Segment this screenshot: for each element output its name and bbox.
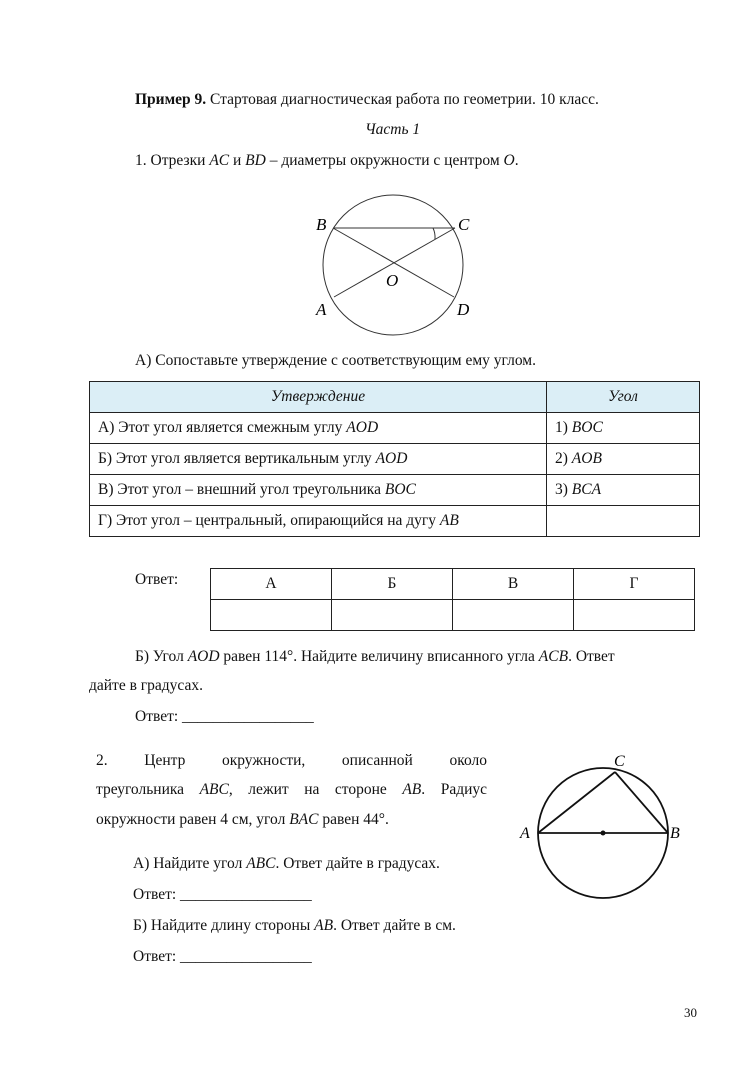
header-angle: Угол (547, 382, 700, 413)
header-statement: Утверждение (90, 382, 547, 413)
text-segment: 2) (555, 450, 572, 467)
circle (323, 195, 463, 335)
q2-line (96, 780, 487, 800)
math-variable: O (503, 152, 515, 169)
text-segment: 3) (555, 481, 572, 498)
q1-circle-figure (300, 190, 500, 345)
math-variable: BAC (289, 811, 319, 828)
title-bold: Пример 9. (135, 91, 207, 108)
angle-cell (547, 444, 700, 475)
answer-header-g: Г (574, 569, 695, 600)
answer-label: Ответ: (135, 571, 179, 588)
statement-cell (90, 475, 547, 506)
math-variable: AOB (571, 450, 602, 467)
q1-answer-blank[interactable]: Ответ: _________________ (135, 708, 314, 725)
text-segment: . (514, 152, 519, 169)
label-c: C (458, 215, 470, 234)
matching-table (89, 381, 700, 537)
answer-grid (210, 568, 695, 631)
text-segment: – диаметры окружности с центром (265, 152, 504, 169)
math-variable: ACB (538, 648, 569, 665)
answer-header-b: Б (332, 569, 453, 600)
math-variable: AB (439, 512, 459, 529)
label-b: B (670, 825, 680, 842)
q1-task-a: А) Сопоставьте утверждение с соответствующим ему углом. (135, 352, 536, 369)
text-segment: Б) Этот угол является вертикальным углу (98, 450, 376, 467)
title-rest: Стартовая диагностическая работа по геометрии. 10 класс. (206, 91, 599, 108)
statement-cell (90, 506, 547, 537)
text-segment: окружности равен 4 см, угол (96, 811, 290, 828)
text-segment: Б) Найдите длину стороны (133, 917, 315, 934)
text-segment: Б) Угол (135, 648, 188, 665)
answer-header-v: В (453, 569, 574, 600)
text-segment: В) Этот угол – внешний угол треугольника (98, 481, 385, 498)
text-segment: 1) (555, 419, 572, 436)
answer-cell-b[interactable] (332, 600, 453, 631)
math-variable: AOD (375, 450, 408, 467)
q2-task-b (133, 916, 456, 936)
label-o: O (386, 271, 399, 290)
text-segment: и (229, 152, 246, 169)
math-variable: AC (209, 152, 230, 169)
q2-circle-figure (510, 748, 700, 908)
center-point (601, 831, 606, 836)
text-segment: Г) Этот угол – центральный, опирающийся на дугу (98, 512, 440, 529)
math-variable: BCA (571, 481, 602, 498)
q2-line (96, 751, 487, 771)
text-segment: А) Найдите угол (133, 855, 247, 872)
answer-cell-g[interactable] (574, 600, 695, 631)
label-a: A (316, 300, 327, 319)
q2-answer-b[interactable]: Ответ: _________________ (133, 948, 312, 965)
answer-header-a: А (211, 569, 332, 600)
angle-cell (547, 506, 700, 537)
math-variable: AOD (187, 648, 220, 665)
side-ac (538, 772, 615, 833)
label-a: A (520, 825, 530, 842)
math-variable: BD (245, 152, 266, 169)
text-segment: А) Этот угол является смежным углу (98, 419, 347, 436)
q2-answer-a[interactable]: Ответ: _________________ (133, 886, 312, 903)
table-row (90, 444, 700, 475)
part-heading: Часть 1 (365, 121, 421, 138)
table-row (90, 475, 700, 506)
math-variable: BOC (384, 481, 416, 498)
text-segment: равен 44°. (318, 811, 389, 828)
math-variable: AOD (346, 419, 379, 436)
q2-line (96, 810, 389, 830)
label-c: C (614, 753, 625, 770)
angle-arc (433, 228, 435, 239)
label-b: B (316, 215, 327, 234)
answer-cell-a[interactable] (211, 600, 332, 631)
q2-task-a (133, 854, 440, 874)
statement-cell (90, 444, 547, 475)
text-segment: , лежит на стороне (228, 781, 403, 798)
math-variable: BOC (571, 419, 603, 436)
text-segment: равен 114°. Найдите величину вписанного угла (219, 648, 539, 665)
example-title (135, 90, 599, 110)
table-row (90, 506, 700, 537)
math-variable: AB (402, 781, 422, 798)
q1-text (135, 151, 519, 171)
text-segment: 2. Центр окружности, описанной около (96, 752, 487, 769)
math-variable: ABC (246, 855, 276, 872)
table-row (90, 413, 700, 444)
q1-task-b-line2: дайте в градусах. (89, 677, 203, 694)
page-number: 30 (684, 1005, 697, 1020)
text-segment: 1. Отрезки (135, 152, 210, 169)
angle-cell (547, 413, 700, 444)
text-segment: . Ответ дайте в градусах. (275, 855, 440, 872)
math-variable: ABC (199, 781, 229, 798)
text-segment: . Ответ (568, 648, 615, 665)
math-variable: AB (314, 917, 334, 934)
statement-cell (90, 413, 547, 444)
angle-cell (547, 475, 700, 506)
text-segment: . Ответ дайте в см. (333, 917, 456, 934)
q1-task-b-line1 (135, 647, 615, 667)
text-segment: . Радиус (421, 781, 488, 798)
label-d: D (457, 300, 470, 319)
answer-cell-v[interactable] (453, 600, 574, 631)
text-segment: треугольника (96, 781, 200, 798)
